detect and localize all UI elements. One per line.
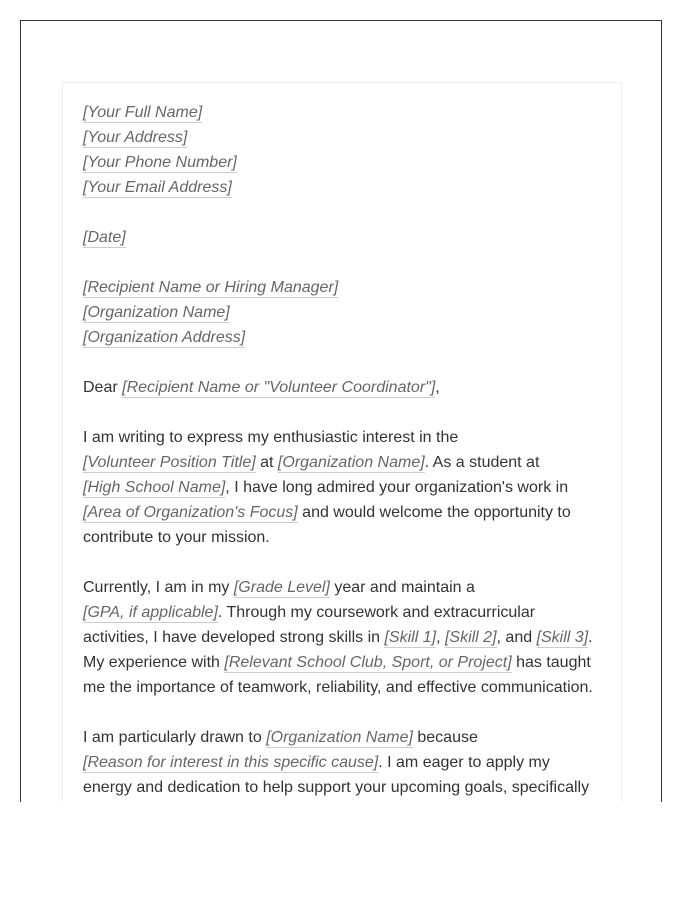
date-placeholder[interactable]: [Date] xyxy=(83,229,126,246)
text-run: at xyxy=(255,454,278,471)
text-run: . I am eager to apply my xyxy=(378,754,550,771)
date-block xyxy=(83,225,603,250)
text-run: I am writing to express my enthusiastic interest in the xyxy=(83,429,459,446)
text-run: year and maintain a xyxy=(329,579,475,596)
organization-name-placeholder[interactable]: [Organization Name] xyxy=(266,729,413,746)
text-run: Currently, I am in my xyxy=(83,579,234,596)
sender-email-placeholder[interactable]: [Your Email Address] xyxy=(83,179,232,196)
recipient-block xyxy=(83,275,603,350)
letter-page xyxy=(62,82,622,802)
text-run: , xyxy=(436,629,445,646)
text-run: . xyxy=(588,629,593,646)
paragraph-qualifications xyxy=(83,575,603,700)
text-run: , I have long admired your organization's work in xyxy=(225,479,569,496)
focus-area-placeholder[interactable]: [Area of Organization's Focus] xyxy=(83,504,298,521)
skill-2-placeholder[interactable]: [Skill 2] xyxy=(444,629,497,646)
sender-name-placeholder[interactable]: [Your Full Name] xyxy=(83,104,203,121)
text-run: I am particularly drawn to xyxy=(83,729,267,746)
grade-level-placeholder[interactable]: [Grade Level] xyxy=(233,579,330,596)
sender-block xyxy=(83,100,603,200)
club-placeholder[interactable]: [Relevant School Club, Sport, or Project] xyxy=(224,654,512,671)
text-run: . Through my coursework and extracurricular xyxy=(217,604,536,621)
position-title-placeholder[interactable]: [Volunteer Position Title] xyxy=(83,454,256,471)
text-run: My experience with xyxy=(83,654,225,671)
organization-name-placeholder[interactable]: [Organization Name] xyxy=(83,304,230,321)
organization-name-placeholder[interactable]: [Organization Name] xyxy=(277,454,425,471)
text-run: activities, I have developed strong skills in xyxy=(83,629,385,646)
salutation xyxy=(83,375,603,400)
gpa-placeholder[interactable]: [GPA, if applicable] xyxy=(83,604,218,621)
salutation-text: Dear xyxy=(83,379,123,396)
sender-phone-placeholder[interactable]: [Your Phone Number] xyxy=(83,154,237,171)
school-name-placeholder[interactable]: [High School Name] xyxy=(83,479,226,496)
skill-1-placeholder[interactable]: [Skill 1] xyxy=(384,629,437,646)
paragraph-intro xyxy=(83,425,603,550)
salutation-comma: , xyxy=(435,379,440,396)
text-run: energy and dedication to help support your upcoming goals, specifically xyxy=(83,779,590,796)
skill-3-placeholder[interactable]: [Skill 3] xyxy=(536,629,589,646)
text-run: because xyxy=(412,729,478,746)
text-run: has taught xyxy=(511,654,591,671)
reason-placeholder[interactable]: [Reason for interest in this specific cause] xyxy=(83,754,379,771)
recipient-name-placeholder[interactable]: [Recipient Name or Hiring Manager] xyxy=(83,279,339,296)
salutation-name-placeholder[interactable]: [Recipient Name or "Volunteer Coordinator"] xyxy=(122,379,436,396)
cover-letter xyxy=(83,100,603,802)
document-viewport[interactable] xyxy=(20,20,662,802)
organization-address-placeholder[interactable]: [Organization Address] xyxy=(83,329,246,346)
text-run: contribute to your mission. xyxy=(83,529,270,546)
sender-address-placeholder[interactable]: [Your Address] xyxy=(83,129,188,146)
text-run: , and xyxy=(496,629,537,646)
text-run: . As a student at xyxy=(424,454,540,471)
text-run: me the importance of teamwork, reliability, and effective communication. xyxy=(83,679,593,696)
paragraph-motivation xyxy=(83,725,603,800)
text-run: and would welcome the opportunity to xyxy=(297,504,571,521)
